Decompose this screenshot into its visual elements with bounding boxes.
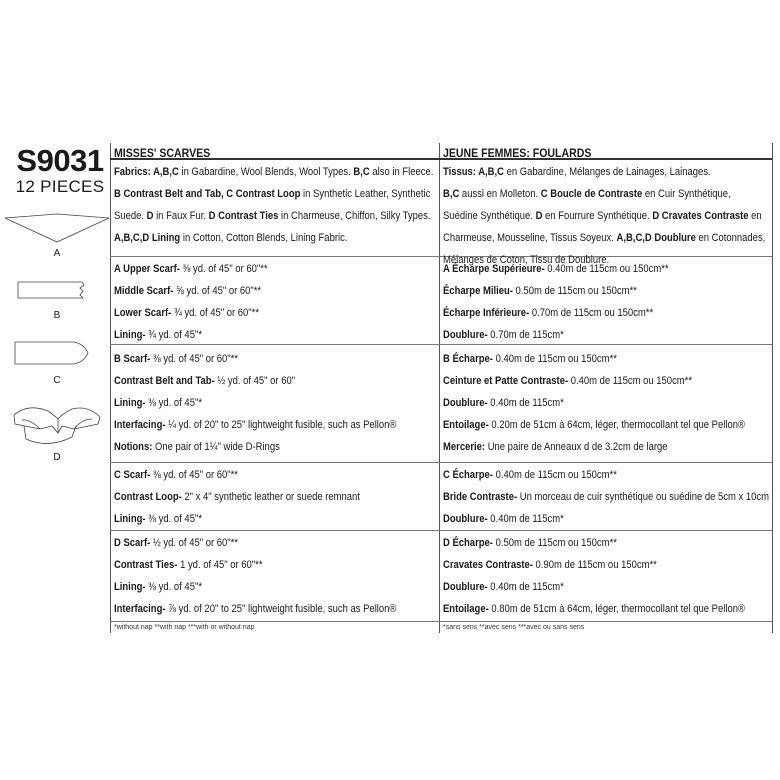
detail-text: 0.70m de 115cm* — [487, 329, 564, 341]
detail-text: One pair of 1¼" wide D-Rings — [152, 441, 280, 453]
detail-text: ¾ yd. of 45" or 60"** — [171, 307, 260, 319]
bold-label: Entoilage- — [443, 603, 489, 615]
english-footnote: *without nap **with nap ***with or without nap — [114, 624, 255, 631]
text-line — [443, 161, 765, 183]
detail-text: 0.40m de 115cm ou 150cm** — [492, 353, 617, 365]
bold-label: A Écharpe Supérieure- — [443, 263, 545, 275]
pieces-count: 12 PIECES — [15, 177, 105, 196]
bold-label: Lining- — [114, 329, 146, 341]
detail-text: Une paire de Anneaux d de 3.2cm de large — [485, 441, 668, 453]
bold-label: B Contrast Belt and Tab, C Contrast Loop — [114, 188, 301, 200]
piece-label-b: B — [53, 310, 61, 321]
bold-label: Écharpe Milieu- — [443, 285, 513, 297]
detail-text: en Cotonnades, — [695, 232, 766, 244]
detail-text: Charmeuse, Mousseline, Tissus Soyeux. — [443, 232, 617, 244]
bold-label: D Contrast Ties — [208, 210, 279, 222]
text-line — [443, 280, 669, 302]
text-line — [114, 392, 396, 414]
piece-label-c: C — [53, 375, 61, 386]
detail-text: ⅞ yd. of 20" to 25" lightweight fusible, such as Pellon® — [165, 603, 397, 615]
text-line — [443, 486, 769, 508]
text-line — [114, 258, 268, 280]
bold-label: A,B,C,D Doublure — [616, 232, 696, 244]
bold-label: Entoilage- — [443, 419, 489, 431]
detail-text: ¼ yd. of 20" to 25" lightweight fusible, such as Pellon® — [165, 419, 397, 431]
bold-label: Contrast Ties- — [114, 559, 178, 571]
french-view-a — [443, 258, 705, 346]
text-line — [114, 324, 268, 346]
detail-text: in Charmeuse, Chiffon, Silky Types. — [278, 210, 431, 222]
bold-label: Middle Scarf- — [114, 285, 174, 297]
text-line — [443, 414, 745, 436]
detail-text: in Faux Fur. — [153, 210, 209, 222]
detail-text: Suede. — [114, 210, 147, 222]
text-line — [114, 486, 360, 508]
text-line — [114, 464, 360, 486]
text-line — [114, 554, 396, 576]
text-line — [114, 161, 433, 183]
piece-d-sketch — [14, 408, 100, 444]
detail-text: 0.40m de 115cm* — [487, 581, 564, 593]
bold-label: C Écharpe- — [443, 469, 493, 481]
text-line — [443, 348, 745, 370]
bold-label: B,C — [443, 188, 460, 200]
text-line — [443, 576, 745, 598]
bold-label: B Scarf- — [114, 353, 151, 365]
text-line — [114, 508, 360, 530]
piece-sketches — [0, 205, 112, 485]
detail-text: ½ yd. of 45" or 60"** — [150, 537, 238, 549]
bold-label: Contrast Belt and Tab- — [114, 375, 215, 387]
detail-text: en — [748, 210, 762, 222]
detail-text: 0.40m de 115cm* — [487, 397, 564, 409]
french-view-d — [443, 532, 780, 620]
bold-label: Contrast Loop- — [114, 491, 182, 503]
detail-text: 0.40m de 115cm ou 150cm** — [544, 263, 669, 275]
text-line — [114, 370, 396, 392]
detail-text: 0.80m de 51cm à 64cm, léger, thermocollant tel que Pellon® — [488, 603, 745, 615]
bold-label: C Boucle de Contraste — [540, 188, 643, 200]
detail-text: ⅜ yd. of 45"* — [145, 513, 203, 525]
text-line — [443, 464, 769, 486]
detail-text: en Cuir Synthétique, — [642, 188, 731, 200]
english-view-d — [114, 532, 442, 620]
detail-text: ⅜ yd. of 45"* — [145, 397, 203, 409]
bold-label: Interfacing- — [114, 419, 166, 431]
detail-text: aussi en Molleton. — [459, 188, 541, 200]
text-line — [443, 324, 669, 346]
bold-label: Écharpe Inférieure- — [443, 307, 530, 319]
detail-text: 0.50m de 115cm ou 150cm** — [492, 537, 617, 549]
bold-label: Doublure- — [443, 329, 488, 341]
bold-label: B Écharpe- — [443, 353, 493, 365]
text-line — [114, 302, 268, 324]
section-rule — [110, 462, 772, 463]
bold-label: D Écharpe- — [443, 537, 493, 549]
detail-text: en Gabardine, Mélanges de Lainages, Lainages. — [503, 166, 711, 178]
bold-label: Fabrics: A,B,C — [114, 166, 179, 178]
text-line — [114, 436, 396, 458]
detail-text: in Gabardine, Wool Blends, Wool Types. — [178, 166, 354, 178]
detail-text: Mélanges de Coton, Tissu de Doublure. — [443, 254, 610, 266]
text-line — [114, 414, 396, 436]
french-footnote: *sans sens **avec sens ***avec ou sans sens — [443, 624, 585, 631]
detail-text: 0.40m de 115cm* — [487, 513, 564, 525]
text-line — [443, 370, 745, 392]
text-line — [443, 205, 765, 227]
english-fabrics — [114, 161, 485, 249]
text-line — [443, 436, 745, 458]
french-heading: JEUNE FEMMES: FOULARDS — [443, 146, 592, 160]
detail-text: 0.20m de 51cm à 64cm, léger, thermocollant tel que Pellon® — [488, 419, 745, 431]
bold-label: Doublure- — [443, 397, 488, 409]
detail-text: 0.70m de 115cm ou 150cm** — [529, 307, 654, 319]
detail-text: 0.40m de 115cm ou 150cm** — [568, 375, 693, 387]
detail-text: ⅜ yd. of 45" or 60"** — [150, 469, 238, 481]
bold-label: Ceinture et Patte Contraste- — [443, 375, 569, 387]
pattern-number: S9031 — [16, 143, 104, 178]
detail-text: Suédine Synthétique. — [443, 210, 536, 222]
text-line — [114, 598, 396, 620]
english-view-c — [114, 464, 400, 530]
text-line — [443, 302, 669, 324]
detail-text: ½ yd. of 45" or 60" — [214, 375, 296, 387]
column-divider-left — [110, 143, 111, 633]
detail-text: 1 yd. of 45" or 60"** — [177, 559, 263, 571]
detail-text: ⅜ yd. of 45" or 60"** — [179, 263, 268, 275]
text-line — [114, 532, 396, 554]
detail-text: 0.40m de 115cm ou 150cm** — [492, 469, 617, 481]
bold-label: Mercerie: — [443, 441, 486, 453]
bold-label: Doublure- — [443, 513, 488, 525]
text-line — [443, 508, 769, 530]
text-line — [443, 258, 669, 280]
bold-label: A Upper Scarf- — [114, 263, 180, 275]
text-line — [443, 554, 745, 576]
bold-label: D Scarf- — [114, 537, 151, 549]
text-line — [114, 576, 396, 598]
bold-label: Notions: — [114, 441, 153, 453]
bold-label: B,C — [353, 166, 370, 178]
bold-label: Bride Contraste- — [443, 491, 518, 503]
text-line — [114, 183, 433, 205]
piece-label-d: D — [53, 452, 61, 463]
section-rule — [110, 621, 772, 622]
text-line — [114, 227, 433, 249]
bold-label: Tissus: A,B,C — [443, 166, 504, 178]
text-line — [114, 205, 433, 227]
section-rule — [110, 530, 772, 531]
piece-b-sketch — [18, 282, 84, 298]
english-view-a — [114, 258, 293, 346]
piece-c-sketch — [15, 342, 88, 364]
detail-text: ⅝ yd. of 45" or 60"** — [173, 285, 262, 297]
bold-label: A,B,C,D Lining — [114, 232, 181, 244]
french-fabrics — [443, 161, 780, 271]
detail-text: ¾ yd. of 45"* — [145, 329, 203, 341]
text-line — [443, 183, 765, 205]
detail-text: 0.50m de 115cm ou 150cm** — [512, 285, 637, 297]
bold-label: D — [535, 210, 543, 222]
text-line — [114, 280, 268, 302]
detail-text: also in Fleece. — [369, 166, 434, 178]
english-heading: MISSES' SCARVES — [114, 146, 211, 160]
detail-text: en Fourrure Synthétique. — [542, 210, 653, 222]
piece-a-sketch — [5, 214, 109, 242]
bold-label: Lining- — [114, 513, 146, 525]
piece-label-a: A — [53, 248, 61, 259]
bold-label: Interfacing- — [114, 603, 166, 615]
bold-label: Doublure- — [443, 581, 488, 593]
detail-text: ⅜ yd. of 45"* — [145, 581, 203, 593]
bold-label: C Scarf- — [114, 469, 151, 481]
bold-label: D Cravates Contraste — [652, 210, 749, 222]
french-view-b — [443, 348, 780, 458]
bold-label: D — [146, 210, 154, 222]
text-line — [114, 348, 396, 370]
detail-text: 0.90m de 115cm ou 150cm** — [532, 559, 657, 571]
detail-text: in Synthetic Leather, Synthetic — [300, 188, 431, 200]
english-view-b — [114, 348, 442, 458]
detail-text: Un morceau de cuir synthétique ou suédine de 5cm x 10cm — [517, 491, 770, 503]
detail-text: 2" x 4" synthetic leather or suede remnant — [181, 491, 360, 503]
detail-text: in Cotton, Cotton Blends, Lining Fabric. — [180, 232, 348, 244]
detail-text: ⅜ yd. of 45" or 60"** — [150, 353, 238, 365]
bold-label: Cravates Contraste- — [443, 559, 533, 571]
bold-label: Lower Scarf- — [114, 307, 172, 319]
text-line — [443, 392, 745, 414]
bold-label: Lining- — [114, 397, 146, 409]
text-line — [443, 227, 765, 249]
french-view-c — [443, 464, 780, 530]
text-line — [443, 598, 745, 620]
text-line — [443, 532, 745, 554]
bold-label: Lining- — [114, 581, 146, 593]
